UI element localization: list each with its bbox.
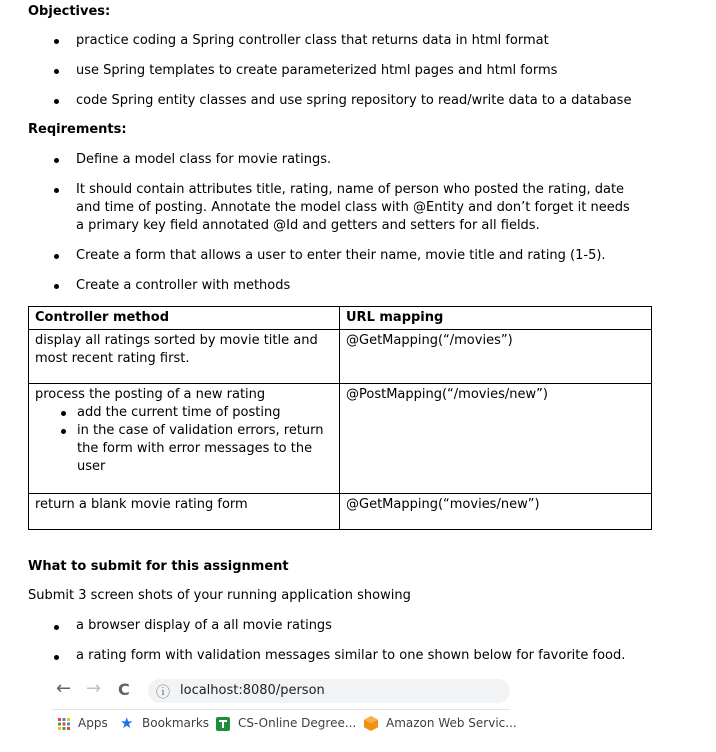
sub-item-text: user [77,459,106,474]
requirement-item-4: Create a controller with methods [76,278,291,293]
table-header-row [29,307,652,330]
bullet [54,254,59,259]
back-arrow-icon[interactable]: ← [56,678,72,699]
bullet [54,284,59,289]
bookmark-aws[interactable]: Amazon Web Servic... [386,716,517,730]
method-line: most recent rating first. [35,351,190,366]
bookmarks-bar [52,709,517,740]
sub-item-text: the form with error messages to the [77,441,313,456]
sub-item-continuation [35,458,333,476]
reload-icon[interactable]: C [118,680,130,699]
header-controller-method: Controller method [29,307,340,330]
table-row [29,384,652,494]
method-cell [29,384,340,494]
bullet [54,625,59,630]
address-bar[interactable] [148,679,510,703]
objective-item-3: code Spring entity classes and use spring repository to read/write data to a database [76,93,632,108]
table-row [29,494,652,530]
requirement-item-3: Create a form that allows a user to enter their name, movie title and rating (1-5). [76,248,606,263]
aws-cube-icon [364,716,378,731]
bullet [54,188,59,193]
method-cell: return a blank movie rating form [29,494,340,530]
submit-item-2: a rating form with validation messages similar to one shown below for favorite food. [76,648,626,663]
url-cell: @GetMapping(“movies/new”) [340,494,652,530]
url-cell: @GetMapping(“/movies”) [340,330,652,384]
submit-heading: What to submit for this assignment [28,559,289,574]
info-icon: ⓘ [156,685,170,701]
star-icon: ★ [120,714,134,732]
requirement-item-1: Define a model class for movie ratings. [76,152,332,167]
bullet [54,69,59,74]
url-cell: @PostMapping(“/movies/new”) [340,384,652,494]
forward-arrow-icon[interactable]: → [86,678,102,699]
submit-intro: Submit 3 screen shots of your running application showing [28,588,411,603]
cs-online-icon [216,717,230,731]
bookmark-cs-online[interactable]: CS-Online Degree... [238,716,357,730]
table-row [29,330,652,384]
sub-item-text: add the current time of posting [77,405,281,420]
bookmark-bookmarks[interactable]: Bookmarks [142,716,210,730]
sub-item [35,404,333,422]
bullet [54,39,59,44]
method-line: display all ratings sorted by movie title and [35,333,318,348]
apps-grid-icon [58,718,70,730]
bookmark-apps[interactable]: Apps [78,716,108,730]
sub-item [35,422,333,440]
bullet [54,655,59,660]
browser-screenshot [52,677,517,739]
method-cell [29,330,340,384]
requirements-heading: Reqirements: [28,122,127,137]
sub-item-continuation [35,440,333,458]
sub-item-text: in the case of validation errors, return [77,423,324,438]
header-url-mapping: URL mapping [340,307,652,330]
objective-item-1: practice coding a Spring controller class that returns data in html format [76,33,549,48]
submit-item-1: a browser display of a all movie ratings [76,618,332,633]
objective-item-2: use Spring templates to create parameterized html pages and html forms [76,63,558,78]
bullet [61,429,66,434]
method-text: process the posting of a new rating [35,387,266,402]
url-text: localhost:8080/person [180,683,325,698]
requirement-item-2-line-2: and time of posting. Annotate the model class with @Entity and don’t forget it needs [76,200,630,215]
bullet [54,99,59,104]
controller-table [28,306,652,530]
requirement-item-2-line-1: It should contain attributes title, rating, name of person who posted the rating, date [76,182,625,197]
bullet [54,158,59,163]
bullet [61,411,66,416]
objectives-heading: Objectives: [28,4,111,19]
requirement-item-2-line-3: a primary key field annotated @Id and getters and setters for all fields. [76,218,540,233]
